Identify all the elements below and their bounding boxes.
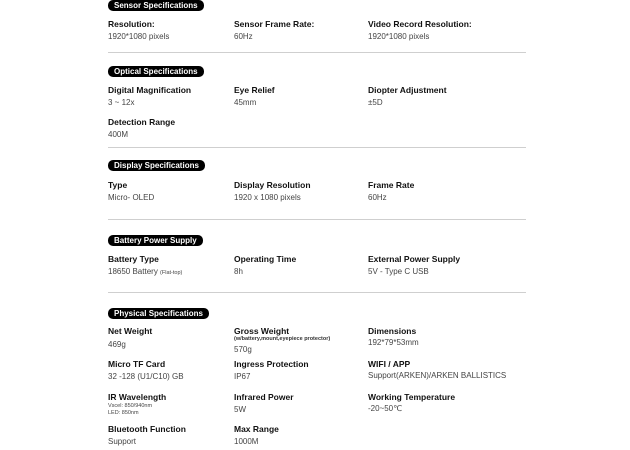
bluetooth-label: Bluetooth Function (108, 424, 186, 434)
gross-weight-value: 570g (234, 345, 252, 354)
video-resolution-value: 1920*1080 pixels (368, 32, 430, 41)
eye-relief-value: 45mm (234, 98, 257, 107)
divider (108, 147, 526, 148)
infrared-power-label: Infrared Power (234, 392, 294, 402)
ir-wavelength-led: LED: 850nm (108, 410, 139, 416)
display-resolution-label: Display Resolution (234, 180, 311, 190)
diopter-label: Diopter Adjustment (368, 85, 447, 95)
dimensions-label: Dimensions (368, 326, 417, 336)
eye-relief-label: Eye Relief (234, 85, 275, 95)
ingress-value: IP67 (234, 372, 251, 381)
max-range-value: 1000M (234, 437, 259, 446)
working-temp-value: -20~50℃ (368, 404, 403, 413)
ir-wavelength-vscel: Vscel: 850/940nm (108, 403, 153, 409)
detection-range-label: Detection Range (108, 117, 176, 127)
net-weight-value: 469g (108, 340, 126, 349)
battery-type-label: Battery Type (108, 254, 159, 264)
net-weight-label: Net Weight (108, 326, 153, 336)
micro-tf-value: 32 -128 (U1/C10) GB (108, 372, 184, 381)
diopter-value: ±5D (368, 98, 383, 107)
divider (108, 219, 526, 220)
infrared-power-value: 5W (234, 405, 246, 414)
wifi-label: WIFI / APP (368, 359, 411, 369)
ir-wavelength-label: IR Wavelength (108, 392, 167, 402)
magnification-value: 3 ~ 12x (108, 98, 135, 107)
display-frame-rate-value: 60Hz (368, 193, 387, 202)
bluetooth-value: Support (108, 437, 137, 446)
divider (108, 292, 526, 293)
resolution-value: 1920*1080 pixels (108, 32, 170, 41)
gross-weight-label: Gross Weight (234, 326, 290, 336)
detection-range-value: 400M (108, 130, 129, 139)
display-type-value: Micro- OLED (108, 193, 155, 202)
section-title-physical: Physical Specifications (108, 308, 209, 319)
section-title-sensor: Sensor Specifications (108, 0, 204, 11)
max-range-label: Max Range (234, 424, 279, 434)
display-resolution-value: 1920 x 1080 pixels (234, 193, 301, 202)
divider (108, 52, 526, 53)
sensor-frame-rate-value: 60Hz (234, 32, 253, 41)
wifi-value: Support(ARKEN)/ARKEN BALLISTICS (368, 371, 507, 380)
battery-type-note: (Flat-top) (160, 270, 183, 276)
video-resolution-label: Video Record Resolution: (368, 19, 472, 29)
resolution-label: Resolution: (108, 19, 155, 29)
display-frame-rate-label: Frame Rate (368, 180, 415, 190)
battery-type-text: 18650 Battery (108, 267, 158, 276)
operating-time-value: 8h (234, 267, 243, 276)
display-type-label: Type (108, 180, 128, 190)
operating-time-label: Operating Time (234, 254, 297, 264)
magnification-label: Digital Magnification (108, 85, 192, 95)
working-temp-label: Working Temperature (368, 392, 456, 402)
ingress-label: Ingress Protection (234, 359, 309, 369)
sensor-frame-rate-label: Sensor Frame Rate: (234, 19, 315, 29)
section-title-optical: Optical Specifications (108, 66, 204, 77)
micro-tf-label: Micro TF Card (108, 359, 166, 369)
dimensions-value: 192*79*53mm (368, 338, 419, 347)
section-title-display: Display Specifications (108, 160, 205, 171)
external-power-label: External Power Supply (368, 254, 461, 264)
battery-type-value (108, 267, 182, 276)
external-power-value: 5V - Type C USB (368, 267, 429, 276)
gross-weight-note: (w/battery,mount,eyepiece protector) (234, 336, 331, 342)
section-title-battery: Battery Power Supply (108, 235, 203, 246)
